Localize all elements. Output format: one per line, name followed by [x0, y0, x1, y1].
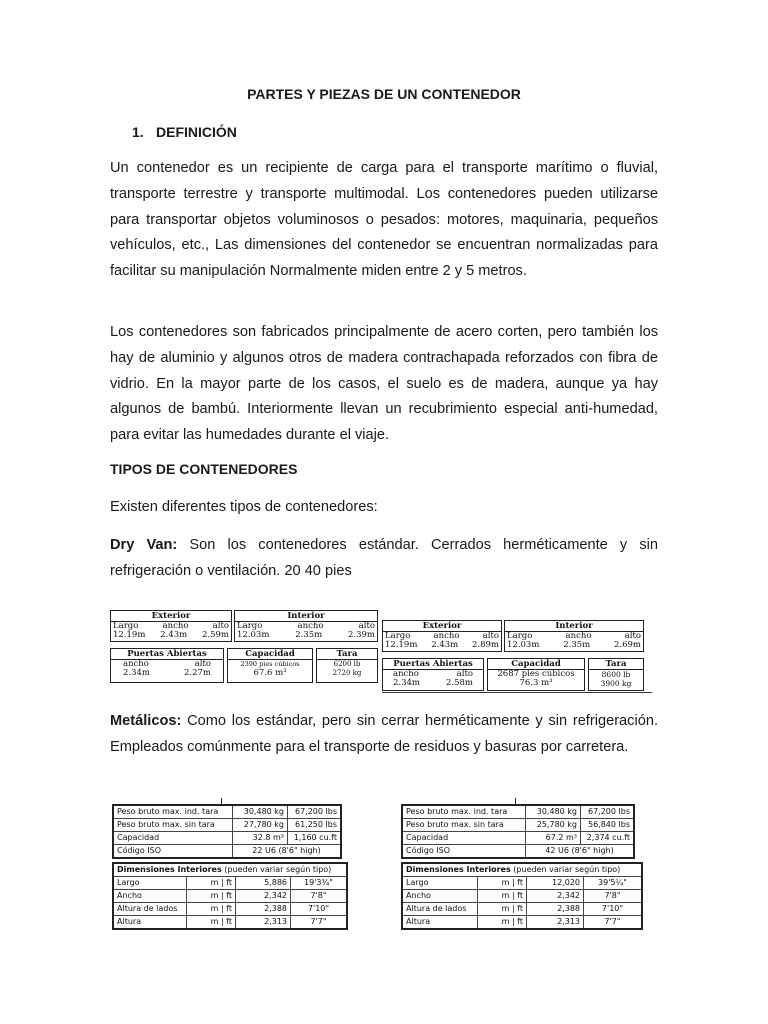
table-row: Largo m | ft 5,886 19'3¾"	[113, 877, 347, 890]
table-row: Altura de lados m | ft 2,388 7'10"	[402, 903, 642, 916]
table-row: Código ISO 22 U6 (8'6" high)	[113, 845, 341, 859]
capacidad-box: Capacidad 2687 pies cúbicos 76.3 m³	[487, 658, 585, 691]
tara-box: Tara 8600 lb 3900 kg	[588, 658, 644, 691]
weights-table	[401, 804, 635, 859]
paragraph-tipos-intro: Existen diferentes tipos de contenedores:	[110, 499, 378, 515]
exterior-labels: Largo ancho alto	[385, 631, 499, 641]
metalicos-text: Como los estándar, pero sin cerrar herméticamente y sin refrigeración. Empleados comúnmente para el transporte de residuos y basuras por carretera.	[110, 713, 658, 755]
weights-table	[112, 804, 342, 859]
puertas-box: Puertas Abiertas ancho alto 2.34m 2.27m	[110, 648, 224, 683]
section-heading-tipos: TIPOS DE CONTENEDORES	[110, 461, 298, 477]
table-underline	[382, 692, 652, 693]
interior-labels: Largo ancho alto	[507, 631, 641, 641]
interior-values: 12.03m 2.35m 2.69m	[507, 640, 641, 650]
metalicos-label: Metálicos:	[110, 713, 182, 729]
section-number: 1.	[132, 124, 144, 140]
table-row: Largo m | ft 12,020 39'5¼"	[402, 877, 642, 890]
exterior-values: 12.19m 2.43m 2.89m	[385, 640, 499, 650]
paragraph-dry-van	[110, 533, 658, 585]
table-row: Peso bruto max. sin tara 27,780 kg 61,250 lbs	[113, 819, 341, 832]
interior-box	[504, 620, 644, 652]
interior-header: Interior	[505, 621, 643, 632]
metal-spec-table-1	[112, 804, 348, 930]
dry-van-spec-table-1	[110, 610, 378, 684]
exterior-box	[382, 620, 502, 652]
dimensions-table	[401, 862, 643, 930]
dry-van-label: Dry Van:	[110, 537, 178, 553]
page-title: PARTES Y PIEZAS DE UN CONTENEDOR	[247, 86, 521, 102]
puertas-header: Puertas Abiertas	[111, 649, 223, 660]
table-row: Peso bruto max. ind. tara 30,480 kg 67,200 lbs	[113, 805, 341, 819]
tara-box: Tara 6200 lb 2720 kg	[316, 648, 378, 683]
dry-van-text: Son los contenedores estándar. Cerrados herméticamente y sin refrigeración o ventilación. 20 40 pies	[110, 537, 658, 579]
table-row: Altura de lados m | ft 2,388 7'10"	[113, 903, 347, 916]
table-row: Código ISO 42 U6 (8'6" high)	[402, 845, 634, 859]
table-row: Ancho m | ft 2,342 7'8"	[113, 890, 347, 903]
table-row: Capacidad 32.8 m³ 1,160 cu.ft	[113, 832, 341, 845]
tara-header: Tara	[317, 649, 377, 660]
table-row: Altura m | ft 2,313 7'7"	[113, 916, 347, 930]
interior-header: Interior	[235, 611, 377, 622]
capacidad-header: Capacidad	[228, 649, 312, 660]
puertas-header: Puertas Abiertas	[383, 659, 483, 670]
dimensions-table	[112, 862, 348, 930]
paragraph-metalicos	[110, 709, 658, 761]
capacidad-box: Capacidad 2390 pies cúbicos 67.6 m³	[227, 648, 313, 683]
dry-van-spec-table-2	[382, 620, 652, 694]
section-heading-definicion: DEFINICIÓN	[156, 124, 237, 140]
interior-labels: Largo ancho alto	[237, 621, 375, 631]
puertas-box: Puertas Abiertas ancho alto 2.34m 2.58m	[382, 658, 484, 691]
table-row: Peso bruto max. ind. tara 30,480 kg 67,200 lbs	[402, 805, 634, 819]
exterior-values: 12.19m 2.43m 2.59m	[113, 630, 229, 640]
table-row: Altura m | ft 2,313 7'7"	[402, 916, 642, 930]
table-row: Peso bruto max. sin tara 25,780 kg 56,840 lbs	[402, 819, 634, 832]
exterior-header: Exterior	[383, 621, 501, 632]
table-row: Ancho m | ft 2,342 7'8"	[402, 890, 642, 903]
table-row: Dimensiones Interiores (pueden variar según tipo)	[113, 863, 347, 877]
exterior-labels: Largo ancho alto	[113, 621, 229, 631]
exterior-header: Exterior	[111, 611, 231, 622]
capacidad-header: Capacidad	[488, 659, 584, 670]
table-row: Capacidad 67.2 m³ 2,374 cu.ft	[402, 832, 634, 845]
paragraph-definicion: Un contenedor es un recipiente de carga para el transporte marítimo o fluvial, transporte terrestre y transporte multimodal. Los contenedores pueden utilizarse para transportar objetos voluminosos o pesados: motores, maquinaria, pequeños vehículos, etc., Las dimensiones del contenedor se encuentran normalizadas para facilitar su manipulación Normalmente miden entre 2 y 5 metros.	[110, 160, 658, 280]
table-row: Dimensiones Interiores (pueden variar según tipo)	[402, 863, 642, 877]
exterior-box	[110, 610, 232, 642]
paragraph-materiales: Los contenedores son fabricados principalmente de acero corten, pero también los hay de aluminio y algunos otros de madera contrachapada reforzados con fibra de vidrio. En la mayor parte de los casos, el suelo es de madera, aunque ya hay algunos de bambú. Interiormente llevan un recubrimiento especial anti-humedad, para evitar las humedades durante el viaje.	[110, 324, 658, 444]
interior-box	[234, 610, 378, 642]
interior-values: 12.03m 2.35m 2.39m	[237, 630, 375, 640]
metal-spec-table-2	[401, 804, 643, 930]
tara-header: Tara	[589, 659, 643, 670]
